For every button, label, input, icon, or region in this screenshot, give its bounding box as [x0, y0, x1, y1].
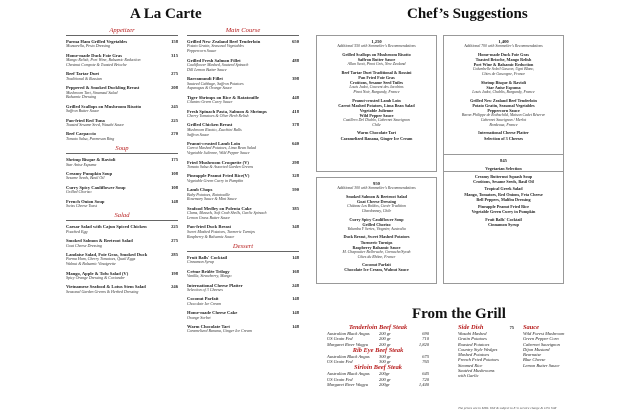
suggestion-box-1400 — [443, 35, 564, 172]
course-line: Grilled Chorizo — [362, 221, 391, 227]
salad-rule — [66, 220, 178, 221]
menu-item-description: Sweet Mashed Potatoes, Turmeric Turnips — [187, 228, 255, 234]
wine-pairing: Casillero Del Diablo, Cabernet Sauvignon — [343, 117, 410, 122]
menu-item — [66, 238, 178, 248]
salad-list — [66, 224, 178, 294]
menu-item-description: Chestnut Compote & Toasted Brioche — [66, 62, 127, 67]
menu-item — [66, 199, 178, 209]
course-line: Vegetable Green Curry in Pumpkin — [471, 209, 536, 215]
price-footnote: The prices are in MDL VAT & subject to 8 % service charge & 10% VAT — [458, 406, 557, 410]
suggestion-box-845 — [443, 154, 564, 284]
menu-item-name: Grilled Scallops on Mushroom Risotto — [66, 103, 142, 109]
suggestion-box-950 — [316, 177, 437, 284]
menu-item-name: Beef Tartar Duet — [66, 71, 100, 77]
menu-item-description: Sesame Seeds, Basil Oil — [66, 175, 105, 181]
menu-item-description: Cilantro Green Curry Sauce — [187, 99, 233, 105]
menu-item — [187, 109, 299, 119]
menu-item-name: Caesar Salad with Cajun Spiced Chicken — [66, 224, 147, 230]
menu-item — [187, 95, 299, 105]
set-menu-price: 1,250 — [371, 39, 382, 44]
steak-price: 690 — [422, 331, 429, 336]
menu-item-price: 398 — [292, 76, 299, 82]
menu-item — [66, 185, 178, 195]
menu-item — [66, 131, 178, 141]
course-line: Beef Tartar Duet Traditional & Rossini — [341, 69, 412, 75]
steak-origin: US Grain Fed — [327, 336, 353, 342]
course-line: International Cheese Platter — [478, 130, 529, 136]
menu-item — [66, 157, 178, 167]
menu-item-price: 208 — [171, 85, 178, 91]
menu-item-name: Fruit Balls' Cocktail — [187, 254, 228, 260]
menu-item-description: Goat Cheese Dressing — [66, 242, 102, 248]
menu-item-description: Asparagus & Orange Sauce — [187, 85, 232, 91]
wine-pairing: Chile — [372, 123, 381, 127]
menu-item-price: 148 — [171, 198, 178, 204]
wine-pairing: Allan Scott, Pinot Gris, New Zealand — [347, 62, 406, 67]
wine-pairing: M. Chapoutier Belleruche, Grenache/Syrah — [342, 249, 411, 254]
menu-item-description: Clams, Mussels, Soft Crab Shells, Garlic Spinach — [187, 210, 267, 216]
menu-item-name: Creamy Pumpkin Soup — [66, 170, 113, 176]
grill-steaks — [327, 324, 437, 387]
salad-heading: Salad — [114, 212, 130, 220]
menu-item-name: Mango, Apple & Tofu Salad (V) — [66, 270, 129, 276]
course-line: Saffron Butter Sauce — [357, 57, 396, 63]
wine-pairing: Pinot Noir, Burgundy, France — [353, 90, 400, 95]
wine-pairing: Louis Jadot, Chablis, Burgundy, France — [472, 90, 535, 95]
course-line: Creamy Butternut Squash Soup — [474, 173, 533, 179]
menu-item — [187, 206, 299, 221]
menu-item-price: 148 — [292, 323, 299, 329]
menu-item-description: Star Anise Espuma — [66, 161, 97, 167]
menu-item-description: Saffron Sauce — [187, 131, 210, 137]
main-course-list — [187, 39, 299, 239]
menu-item-name: Pineapple Peanut Fried Rice(V) — [187, 173, 250, 179]
menu-item-price: 225 — [171, 117, 178, 123]
menu-item — [66, 85, 178, 100]
menu-item-description: Peppercorn Sauce — [187, 48, 217, 54]
menu-item-price: 198 — [171, 270, 178, 276]
menu-item-price: 225 — [171, 224, 178, 230]
menu-item — [187, 269, 299, 279]
menu-item-name: Coconut Parfait — [187, 296, 219, 302]
menu-item-price: 158 — [171, 39, 178, 44]
steak-price: 1,440 — [418, 382, 429, 388]
list-item: Green Pepper Corn — [523, 336, 559, 342]
menu-item-name: Landaise Salad, Foie Gras, Smoked Duck — [66, 251, 148, 257]
menu-item-description: Mushroom Risotto, Zucchini Balls — [187, 126, 242, 132]
set-menu-price: 845 — [500, 158, 507, 163]
menu-item-name: Warm Chocolate Tart — [187, 323, 230, 329]
menu-item — [66, 53, 178, 68]
menu-item-description: Walnut & Balsamic Vinaigrette — [66, 261, 116, 267]
course-line: Toasted Brioche, Mango Relish — [475, 57, 532, 63]
menu-item — [187, 187, 299, 202]
menu-item-name: Vietnamese Seafood & Lotus Stem Salad — [66, 284, 146, 290]
menu-item-name: Lamb Chops — [187, 187, 213, 193]
set-menu-price: 1,400 — [498, 39, 509, 44]
menu-item-name: Grilled Fresh Salmon Fillet — [187, 57, 241, 63]
menu-item-description: Caramelized Banana, Ginger Ice Cream — [187, 328, 252, 334]
steak-weight: 200 gr — [379, 331, 391, 336]
course-line: Coconut Parfait — [362, 262, 391, 268]
menu-item-price: 248 — [292, 282, 299, 288]
steak-row — [327, 382, 437, 387]
course-line: Peppercorn Sauce — [487, 107, 520, 113]
course-line: Port Wine & Balsamic Reduction — [473, 62, 534, 68]
steak-price: 1,820 — [418, 341, 429, 347]
dessert-list — [187, 255, 299, 334]
sommelier-note: Additional 300 with Sommelier’s Recommendations — [337, 186, 416, 191]
steak-price: 710 — [422, 336, 429, 342]
sommelier-note: Additional 550 with Sommelier’s Recommendations — [337, 44, 416, 49]
steak-weight: 200 gr — [379, 341, 391, 347]
side-dish-heading: Side Dish — [458, 324, 484, 331]
course-line: Cinnamon Syrup — [488, 221, 519, 227]
suggestion-box-1250 — [316, 35, 437, 172]
menu-item-name: Barramundi Fillet — [187, 76, 223, 82]
steak-group-tenderloin — [327, 324, 437, 347]
menu-item-name: Grilled Chicken Breast — [187, 122, 233, 128]
course-line: Pineapple Peanut Fried Rice — [477, 204, 530, 210]
menu-item-price: 148 — [292, 254, 299, 260]
menu-item — [66, 252, 178, 267]
menu-item — [187, 296, 299, 306]
menu-item — [66, 39, 178, 49]
course-line: Wild Pepper Sauce — [359, 112, 394, 118]
course-line: Chocolate Ice Cream, Walnut Sauce — [344, 267, 409, 273]
list-item: Steamed Rice — [458, 362, 483, 368]
menu-item-name: Parma Ham Grilled Vegetables — [66, 39, 128, 44]
menu-item — [66, 171, 178, 181]
course-line: Croûtons, Sesame Seed Tuiles — [350, 79, 403, 85]
menu-item-name: Home-made Duck Foie Gras — [66, 52, 123, 58]
menu-item-description: Rosemary Sauce & Mint Sauce — [187, 196, 237, 202]
set-menu-price: 950 — [373, 181, 380, 186]
appetizer-rule — [66, 35, 178, 36]
menu-item — [187, 224, 299, 239]
menu-item-name: Tiger Shrimps on Rice & Ratatouille — [187, 94, 259, 100]
menu-item-name: Pan-fried Red Tuna — [66, 117, 105, 123]
menu-item — [66, 71, 178, 81]
menu-item-description: Vanilla, Strawberry, Mango — [187, 273, 232, 279]
wine-pairing: Louis Jadot, Couvent des Jacobins — [349, 84, 404, 89]
course-line: Grilled New Zealand Beef Tenderloin — [470, 97, 537, 103]
menu-item — [66, 224, 178, 234]
menu-item-price: 168 — [292, 268, 299, 274]
sauce-column — [523, 324, 583, 368]
menu-item-description: Poached Egg — [66, 228, 88, 234]
side-dish-price: 75 — [509, 325, 514, 330]
steak-origin: Australian Black Angus — [327, 371, 370, 377]
main-course-heading: Main Course — [225, 27, 261, 34]
list-item: Cabernet Sauvignon — [523, 341, 560, 347]
menu-item — [66, 284, 178, 294]
menu-item-description: Tomato Salsa, Parmesan Ring — [66, 135, 115, 141]
list-item: Blue Cheese — [523, 357, 546, 363]
course-line: Star Anise Espuma — [486, 84, 521, 90]
course-line: Caramelized Banana, Ginger Ice Cream — [340, 135, 413, 141]
list-item: Bearnaise — [523, 352, 542, 358]
menu-item-description: Orange Sorbet — [187, 314, 211, 320]
menu-item-name: Fried Mushroom Croquette (V) — [187, 159, 249, 165]
menu-item-description: Sauteed Cabbage, Saffron Potatoes — [187, 80, 244, 86]
menu-item-name: Home-made Cheese Cake — [187, 310, 238, 316]
steak-origin: Australian Black Angus — [327, 331, 370, 336]
course-line: Vegetarian Selection — [485, 166, 522, 172]
list-item: Lemon Butter Sauce — [523, 362, 560, 368]
steak-weight: 200gr — [379, 382, 390, 388]
steak-group-sirloin — [327, 364, 437, 387]
menu-item-description: Parma Ham, Cherry Tomatoes, Quail Eggs — [66, 256, 136, 262]
steak-price: 645 — [422, 371, 429, 377]
list-item: Wasabi Mashed — [458, 331, 487, 336]
menu-item — [187, 324, 299, 334]
course-line: Warm Chocolate Tart — [356, 130, 397, 136]
wine-pairing: Bordeaux, France — [489, 123, 518, 127]
menu-item — [187, 160, 299, 170]
list-item: Dijon Mustard — [523, 346, 550, 352]
appetizer-list — [66, 39, 178, 142]
wine-pairing: Chardonnay, Chile — [361, 209, 392, 214]
a-la-carte-title: A La Carte — [130, 6, 202, 22]
list-item: Wild Forest Mushroom — [523, 331, 565, 336]
menu-item-price: 275 — [171, 71, 178, 77]
course-line: Duck Breast, Sweet Mashed Potatoes — [343, 234, 410, 240]
steak-origin: Australian Black Angus — [327, 353, 370, 359]
wine-pairing: Château Los Boldos, Cuvée Tradition — [347, 204, 406, 209]
menu-item-name: Crème Brûlée Trilogy — [187, 268, 230, 274]
course-line: Grilled Scallops on Mushroom Risotto — [342, 52, 411, 57]
menu-item-name: Beef Carpaccio — [66, 131, 96, 137]
menu-item-price: 418 — [292, 108, 299, 114]
sommelier-note: Additional 700 with Sommelier’s Recommendations — [464, 44, 543, 49]
dessert-rule — [187, 251, 299, 252]
wine-pairing: Columbelle Soleil Gascon, Ugni Blanc, — [472, 67, 535, 72]
menu-item-price: 285 — [171, 251, 178, 257]
menu-item — [66, 104, 178, 114]
menu-item-price: 328 — [292, 173, 299, 179]
menu-item-price: 348 — [292, 224, 299, 230]
menu-item-price: 148 — [292, 296, 299, 302]
menu-item-description: Selection of 3 Cheeses — [187, 286, 223, 292]
menu-item-price: 385 — [292, 205, 299, 211]
course-line: Shrimp Bisque & Ravioli — [480, 79, 527, 85]
list-item: Country Style Wedges — [458, 346, 498, 352]
list-item: Gratin Potatoes — [458, 336, 487, 342]
menu-item-price: 270 — [171, 131, 178, 137]
menu-item — [187, 173, 299, 183]
wine-pairing: Baron Philippe de Rothschild, Maison Cadet Réserve — [461, 112, 546, 117]
menu-item-name: Smoked Salmon & Beetroot Salad — [66, 238, 133, 244]
wine-pairing: Côtes de Gascogne, France — [481, 72, 526, 77]
menu-item-description: Cherry Tomatoes & Olive Herb Relish — [187, 112, 249, 118]
steak-origin: US Grain Fed — [327, 376, 353, 382]
list-item: Mashed Potatoes — [458, 352, 490, 358]
menu-item — [187, 141, 299, 156]
steak-heading: Sirloin Beef Steak — [354, 364, 402, 372]
appetizer-heading: Appetizer — [109, 27, 135, 34]
menu-item-description: Chocolate Ice Cream — [187, 300, 222, 306]
course-line: Vegetable Julienne — [359, 107, 394, 113]
course-line: Carrot Mashed Potatoes, Lima Bean Salad — [338, 102, 415, 108]
steak-price: 765 — [422, 359, 429, 365]
list-item: Roasted Potatoes — [458, 341, 490, 347]
steak-price: 720 — [422, 376, 429, 382]
menu-item-price: 640 — [292, 140, 299, 146]
course-line: Peanut-crusted Lamb Loin — [352, 97, 401, 103]
course-line: Bell Peppers, Malibu Dressing — [476, 196, 531, 202]
menu-item-name: Grilled New Zealand Beef Tenderloin — [187, 39, 261, 44]
steak-weight: 300 gr — [379, 359, 391, 365]
course-line: Turmeric Turnips — [360, 239, 393, 245]
menu-item-description: Vegetable Julienne, Wild Pepper Sauce — [187, 150, 250, 156]
soup-list — [66, 157, 178, 209]
menu-item-name: French Onion Soup — [66, 198, 105, 204]
main-course-rule — [187, 35, 299, 36]
menu-item-description: Carrot Mashed Potatoes, Lima Bean Salad — [187, 145, 256, 151]
list-item: French Fried Potatoes — [458, 357, 499, 363]
menu-item-price: 590 — [292, 187, 299, 193]
menu-item — [187, 76, 299, 91]
menu-item-price: 108 — [171, 184, 178, 190]
course-line: Smoked Salmon & Beetroot Salad — [346, 194, 407, 199]
menu-item-description: Grilled Chorizo — [66, 189, 92, 195]
menu-item-description: Mushroom Tart, Sinamsul Salad — [66, 89, 118, 95]
menu-item-name: Pan-fried Duck Breast — [187, 224, 232, 230]
menu-item-price: 650 — [292, 39, 299, 44]
dessert-heading: Dessert — [232, 242, 254, 250]
menu-item-name: Peanut-crusted Lamb Loin — [187, 140, 241, 146]
menu-item-price: 175 — [171, 157, 178, 163]
list-item: with Garlic — [458, 373, 479, 379]
list-item: Sautéed Mushrooms — [458, 368, 495, 374]
course-line: Raspberry Balsamic Sauce — [352, 244, 401, 250]
course-line: Selection of 3 Cheeses — [484, 135, 523, 141]
menu-item-price: 246 — [171, 284, 178, 290]
steak-price: 675 — [422, 353, 429, 359]
wine-pairing: Côtes du Rhône, France — [357, 254, 396, 259]
menu-item-description: Spicy Orange Dressing & Coriander — [66, 274, 125, 280]
menu-item-description: Baby Potatoes, Ratatouille — [187, 191, 230, 197]
side-dish-column — [458, 324, 514, 379]
menu-item-description: Dill Lemon Butter Sauce — [187, 66, 227, 72]
steak-origin: US Grain Fed — [327, 359, 353, 365]
menu-item-description: Toasted Sesame Seed, Wasabi Sauce — [66, 121, 125, 127]
menu-item-name: Fresh Spinach Pasta, Salmon & Shrimps — [187, 108, 267, 114]
menu-item — [187, 122, 299, 137]
menu-item — [187, 255, 299, 265]
menu-item-name: Peppered & Smoked Duckling Breast — [66, 85, 140, 91]
menu-item-description: Seasonal Garden Greens & Herbed Dressing — [66, 288, 139, 294]
course-line: Mango, Tomatoes, Red Onions, Feta Cheese — [464, 191, 543, 197]
menu-item-price: 298 — [292, 159, 299, 165]
menu-item-description: Balsamic Dressing — [66, 94, 97, 100]
wine-pairing: Cabernet Sauvignon / Merlot — [480, 117, 527, 122]
menu-item-name: Shrimp Bisque & Ravioli — [66, 157, 116, 163]
alacarte-col2 — [187, 27, 299, 338]
menu-item-description: Mozzarella, Pesto Dressing — [66, 43, 111, 49]
menu-item-name: Seafood Medley on Polenta Cake — [187, 205, 252, 211]
steak-weight: 200 gr — [379, 376, 391, 382]
menu-item-description: Raspberry & Balsamic Sauce — [187, 233, 235, 239]
course-line: Potato Gratin, Seasonal Vegetables — [472, 102, 535, 108]
menu-item-price: 448 — [292, 94, 299, 100]
menu-item-price: 108 — [171, 170, 178, 176]
steak-weight: 300 gr — [379, 353, 391, 359]
course-line: Curry Spicy Cauliflower Soup — [349, 216, 404, 222]
menu-item-description: Saffron Butter Sauce — [66, 108, 100, 114]
menu-item-price: 148 — [292, 310, 299, 316]
soup-rule — [66, 153, 178, 154]
course-line: Croûtons, Sesame Seeds, Basil Oil — [473, 178, 534, 184]
steak-origin: Margaret River Wagyu — [327, 382, 368, 388]
alacarte-col1 — [66, 27, 178, 298]
menu-item-name: Curry Spicy Cauliflower Soup — [66, 184, 126, 190]
from-the-grill-title: From the Grill — [412, 306, 506, 322]
menu-item-price: 488 — [292, 57, 299, 63]
menu-item — [66, 118, 178, 128]
menu-item — [187, 39, 299, 54]
side-dish-list — [458, 331, 514, 379]
chefs-suggestions-title: Chef’s Suggestions — [407, 6, 528, 22]
steak-group-ribeye — [327, 347, 437, 365]
course-line: Pan Fried Foie Gras — [358, 74, 395, 80]
soup-heading: Soup — [115, 145, 129, 153]
course-line: Goat Cheese Dressing — [356, 199, 396, 205]
menu-item — [187, 58, 299, 73]
sauce-heading: Sauce — [523, 324, 539, 331]
menu-item-name: International Cheese Platter — [187, 282, 243, 288]
menu-item-description: Cinnamon Syrup — [187, 259, 214, 265]
menu-item-description: Mango Relish, Port Wine, Balsamic Reduction — [66, 57, 141, 63]
menu-item — [187, 310, 299, 320]
steak-heading: Rib Eye Beef Steak — [352, 346, 404, 354]
menu-item — [187, 283, 299, 293]
course-line: Tropical Greek Salad — [484, 186, 523, 192]
steak-origin: Margaret River Wagyu — [327, 341, 368, 347]
wine-pairing: Yalumba Y Series, Viognier, Australia — [347, 226, 406, 231]
menu-item-description: Swiss Cheese Toast — [66, 202, 97, 208]
menu-item-description: Lemon Grass Butter Sauce — [187, 214, 230, 220]
steak-weight: 200 gr — [379, 336, 391, 342]
menu-item-description: Cauliflower Mashed, Sauteed Spinach — [187, 62, 249, 67]
menu-item-description: Traditional & Russian — [66, 75, 102, 81]
menu-item-price: 245 — [171, 103, 178, 109]
menu-item-price: 315 — [171, 52, 178, 58]
menu-item-price: 275 — [171, 238, 178, 244]
menu-item-price: 378 — [292, 122, 299, 128]
course-line: Fruit Balls' Cocktail — [485, 216, 522, 222]
steak-heading: Tenderloin Beef Steak — [348, 324, 408, 331]
course-line: Home-made Duck Foie Gras — [477, 52, 530, 57]
sauce-list — [523, 331, 583, 368]
menu-item — [66, 271, 178, 281]
menu-item-description: Potato Gratin, Seasonal Vegetables — [187, 43, 244, 49]
menu-item-description: Tomato Salsa & Assorted Garden Greens — [187, 163, 254, 169]
menu-item-description: Vegetable Green Curry in Pumpkin — [187, 177, 244, 183]
steak-weight: 200gr — [379, 371, 390, 377]
